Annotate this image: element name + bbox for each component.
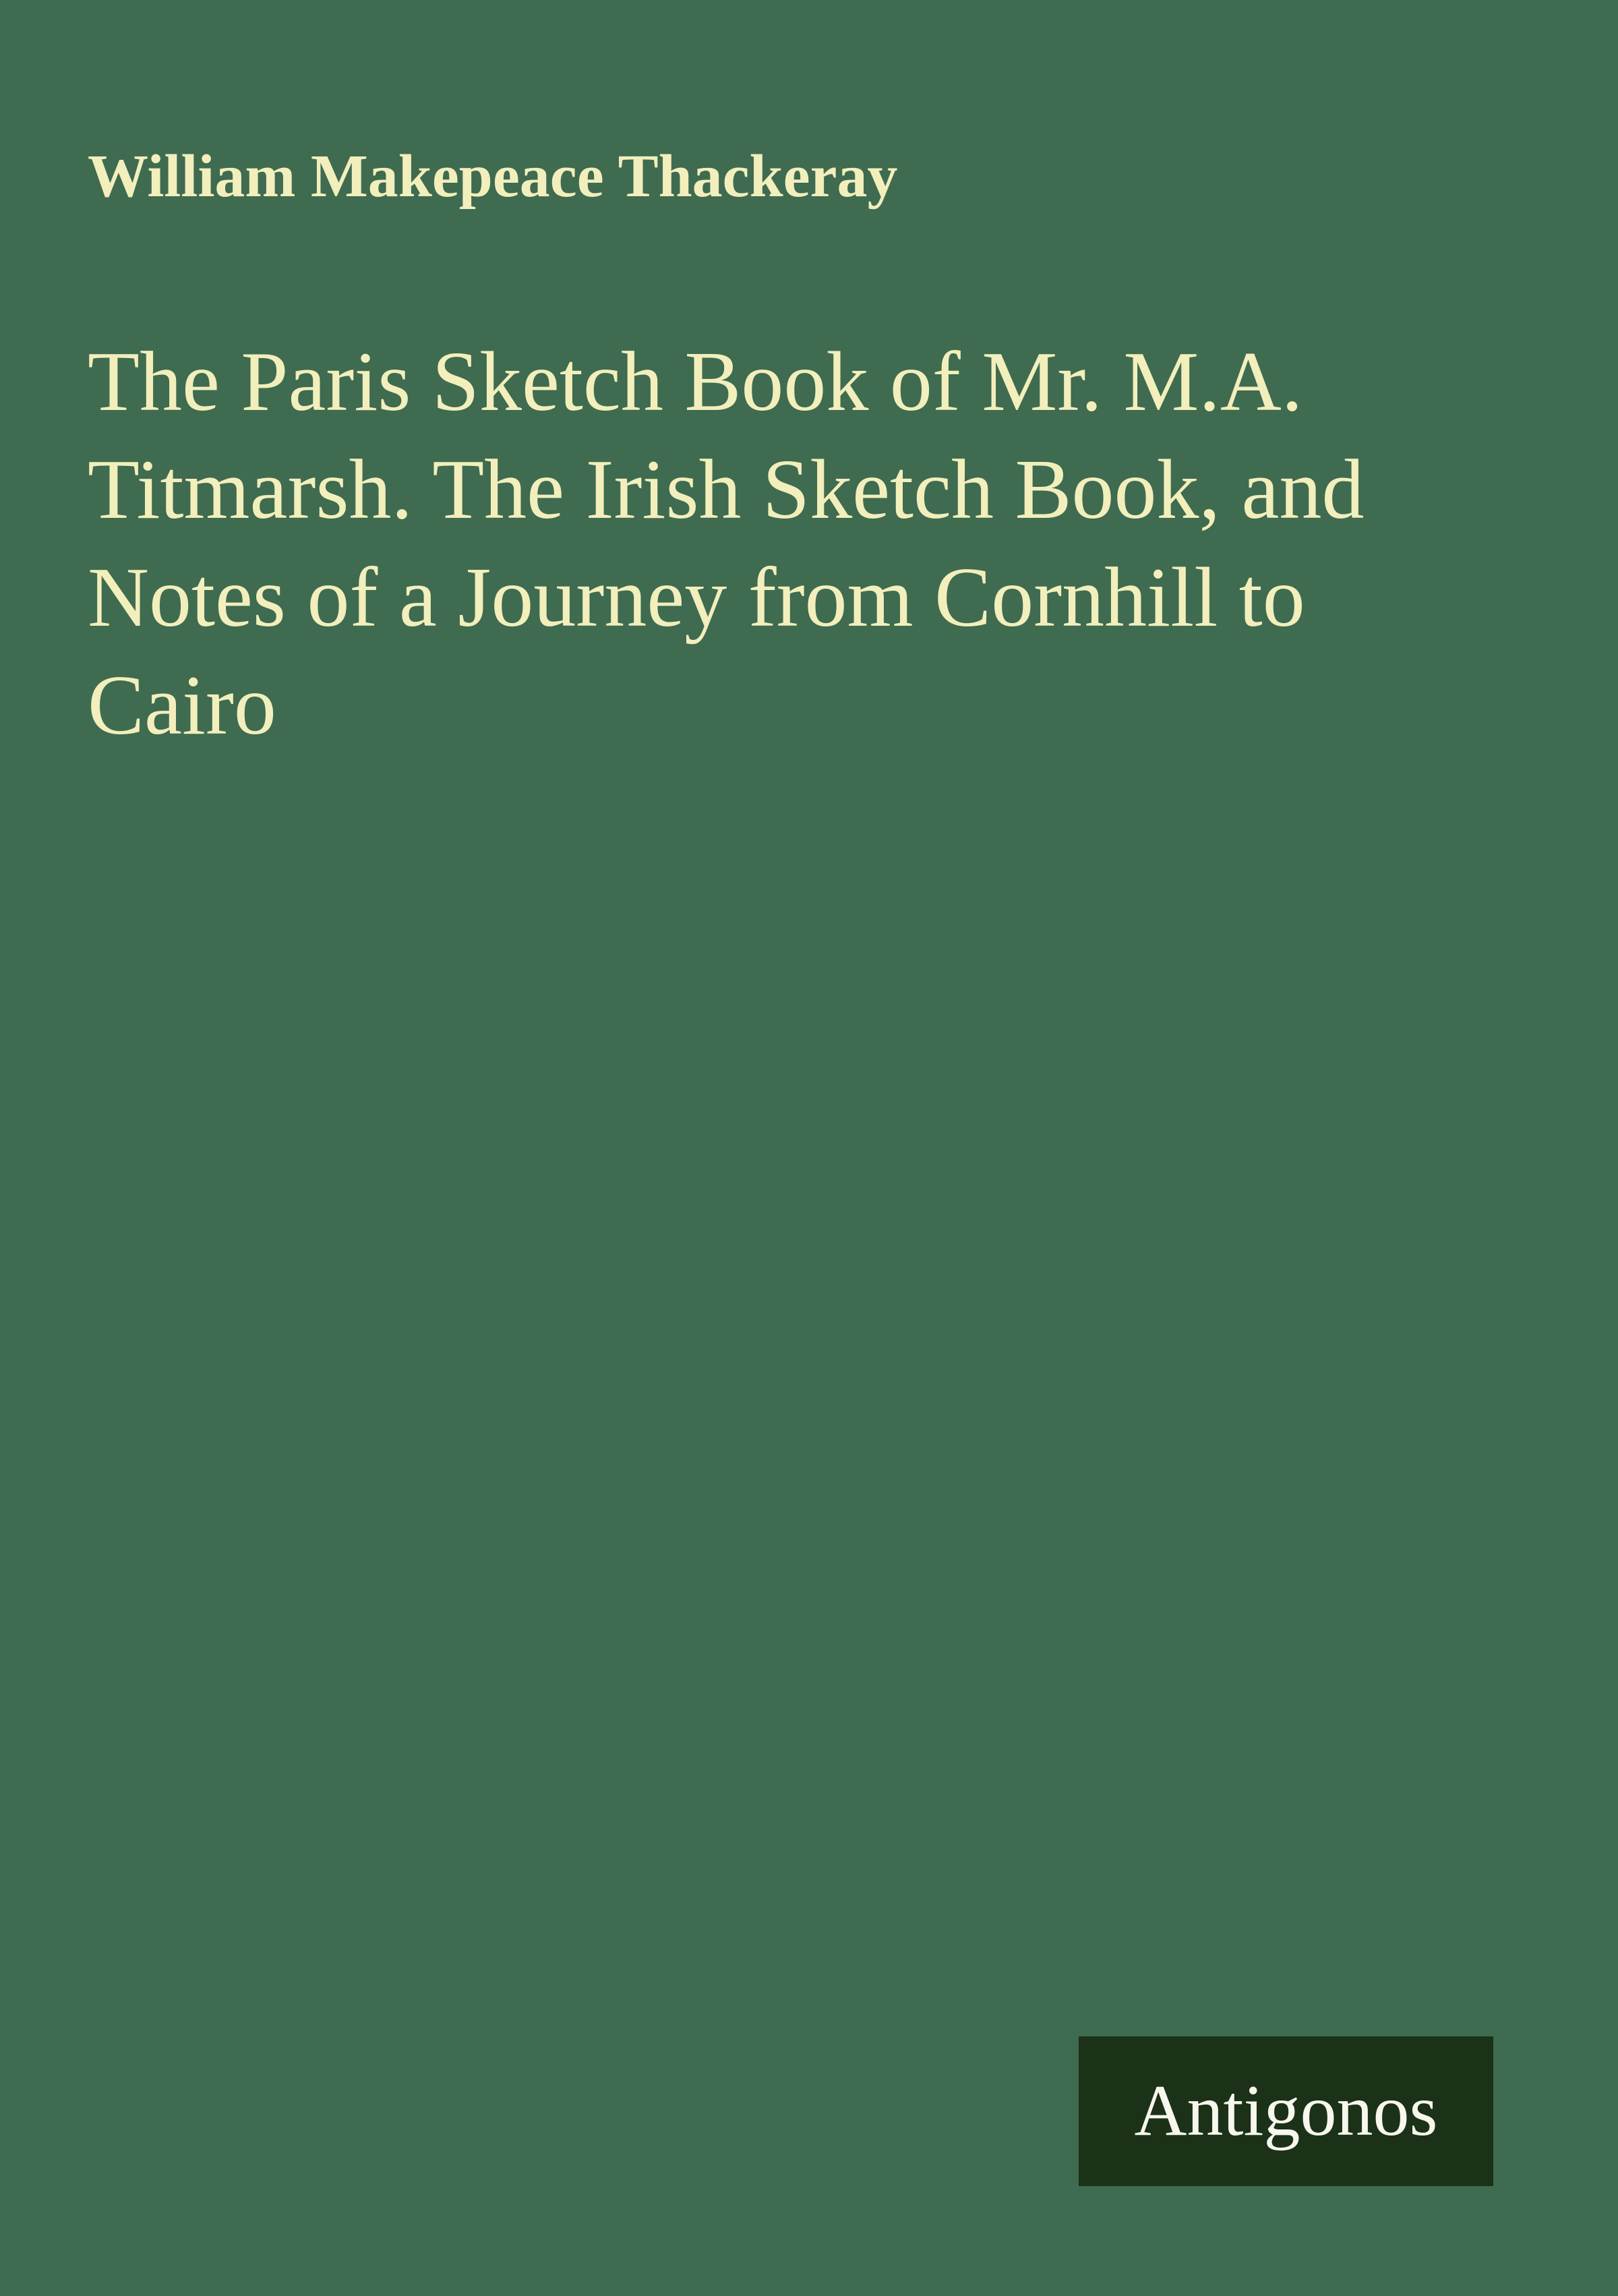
publisher-logo-box [1079,2036,1493,2186]
book-title-line-3: Notes of a Journey from Cornhill to [88,551,1305,645]
book-title-line-2: Titmarsh. The Irish Sketch Book, and [88,443,1365,537]
book-title-line-4: Cairo [88,659,276,753]
book-title-line-1: The Paris Sketch Book of Mr. M.A. [88,335,1303,429]
author-name: William Makepeace Thackeray [88,143,898,210]
book-title [88,328,1364,760]
publisher-name: Antigonos [1134,2071,1438,2151]
